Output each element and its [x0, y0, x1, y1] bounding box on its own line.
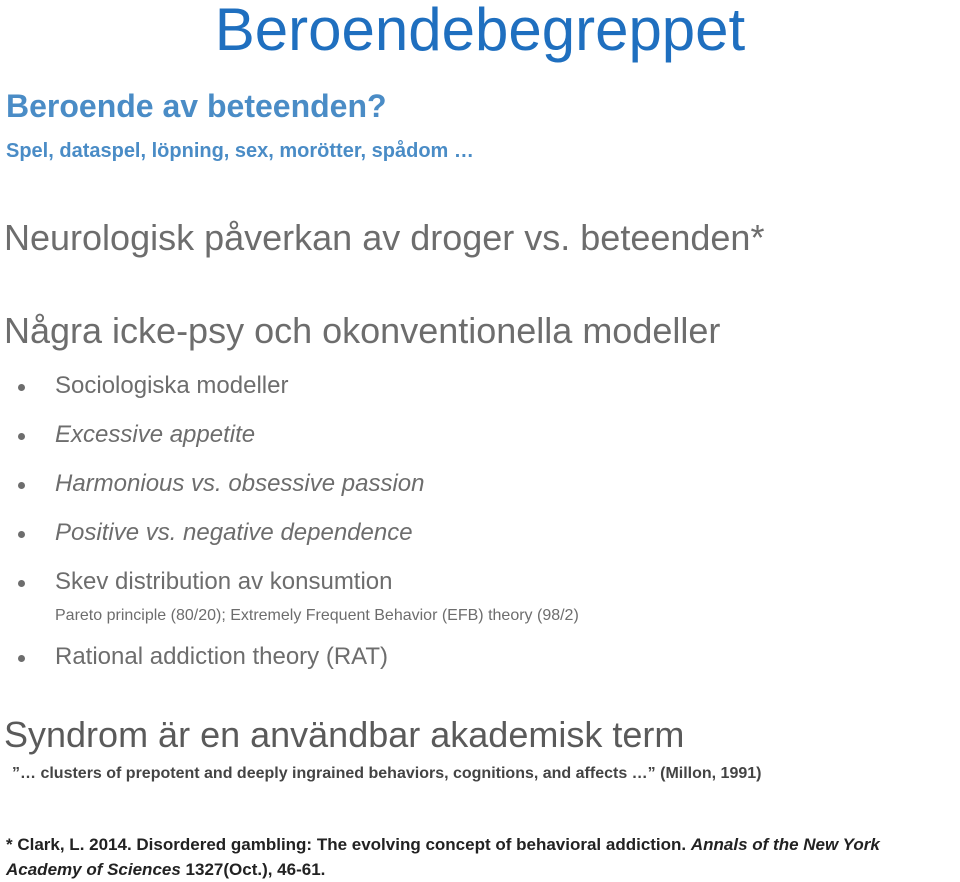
list-item: Skev distribution av konsumtion	[55, 568, 393, 595]
list-item: Harmonious vs. obsessive passion	[55, 470, 425, 497]
list-item: Excessive appetite	[55, 421, 256, 448]
neuro-heading: Neurologisk påverkan av droger vs. beteenden*	[4, 217, 765, 258]
syndrom-heading: Syndrom är en användbar akademisk term	[4, 714, 685, 755]
bullet-dot	[18, 482, 25, 489]
bullet-dot	[18, 580, 25, 587]
list-item-subtext: Pareto principle (80/20); Extremely Frequent Behavior (EFB) theory (98/2)	[55, 607, 579, 624]
behavior-heading: Beroende av beteenden?	[6, 88, 387, 124]
page-title: Beroendebegreppet	[214, 0, 746, 63]
models-heading: Några icke-psy och okonventionella modeller	[4, 310, 721, 351]
bullet-dot	[18, 384, 25, 391]
list-item: Rational addiction theory (RAT)	[55, 643, 389, 670]
bullet-dot	[18, 531, 25, 538]
bullet-dot	[18, 433, 25, 440]
list-item: Sociologiska modeller	[55, 372, 289, 399]
reference-journal: Annals of the New York Academy of Sciences	[6, 835, 880, 879]
bullet-dot	[18, 655, 25, 662]
list-item: Positive vs. negative dependence	[55, 519, 413, 546]
behavior-examples: Spel, dataspel, löpning, sex, morötter, spådom …	[6, 140, 474, 162]
millon-quote: ”… clusters of prepotent and deeply ingrained behaviors, cognitions, and affects …” (Millon, 1991)	[12, 765, 762, 782]
reference-citation	[6, 832, 956, 882]
reference-prefix: * Clark, L. 2014. Disordered gambling: The evolving concept of behavioral addiction.	[6, 835, 687, 854]
reference-suffix: 1327(Oct.), 46-61.	[180, 860, 326, 879]
